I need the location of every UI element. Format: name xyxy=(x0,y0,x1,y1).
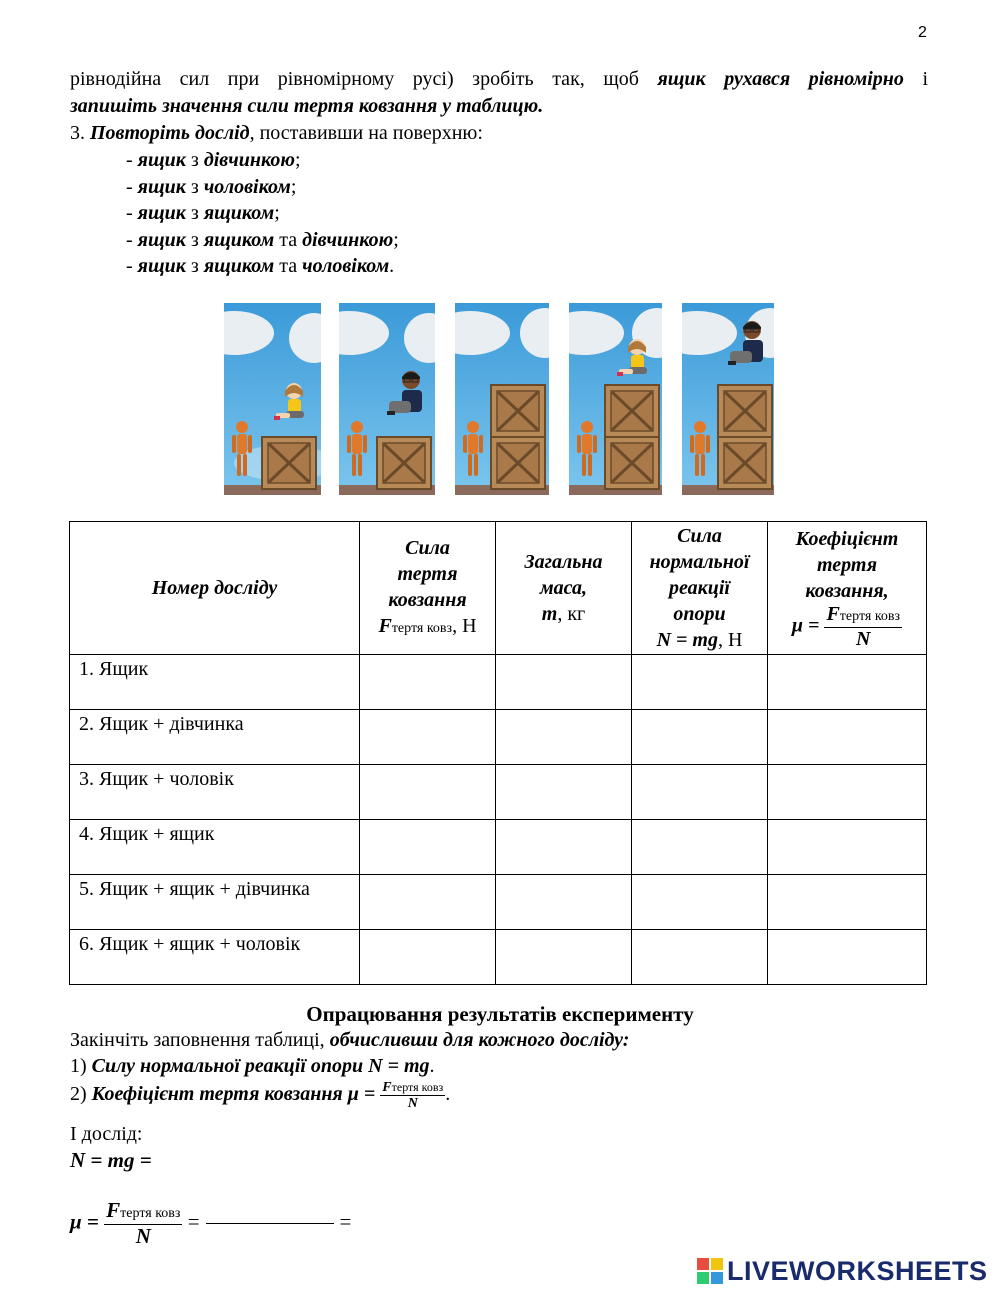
input-cell-coefficient[interactable] xyxy=(768,655,927,710)
input-cell-normal[interactable] xyxy=(632,930,768,985)
input-cell-normal[interactable] xyxy=(632,710,768,765)
header-normal-force: Сила нормальної реакції опори N = mg, Н xyxy=(632,522,768,655)
input-cell-normal[interactable] xyxy=(632,655,768,710)
mu-calc-fraction: $\frac{\text{Fтертя ковз}}{N}$ xyxy=(106,1198,181,1248)
illustration-two-boxes-with-girl xyxy=(569,303,662,495)
table-row xyxy=(70,930,927,985)
mu-fraction-small: $\frac{\text{Fтертя ковз}}{N}$ xyxy=(382,1080,444,1111)
illustration-two-boxes-with-man xyxy=(682,303,774,495)
input-cell-friction[interactable] xyxy=(360,820,496,875)
input-cell-mass[interactable] xyxy=(496,820,632,875)
list-item: - ящик з чоловіком; xyxy=(126,175,297,198)
input-cell-normal[interactable] xyxy=(632,820,768,875)
input-cell-friction[interactable] xyxy=(360,655,496,710)
experiment-1-label: І дослід: xyxy=(70,1123,143,1145)
row-label: 4. Ящик + ящик xyxy=(70,820,360,875)
table-row xyxy=(70,875,927,930)
page-number: 2 xyxy=(918,24,927,41)
answer-blank[interactable] xyxy=(206,1223,334,1224)
input-cell-mass[interactable] xyxy=(496,875,632,930)
input-cell-coefficient[interactable] xyxy=(768,765,927,820)
section-heading: Опрацювання результатів експерименту xyxy=(306,1002,694,1026)
row-label: 5. Ящик + ящик + дівчинка xyxy=(70,875,360,930)
list-item: - ящик з ящиком та дівчинкою; xyxy=(126,228,399,251)
input-cell-coefficient[interactable] xyxy=(768,820,927,875)
input-cell-friction[interactable] xyxy=(360,930,496,985)
input-cell-coefficient[interactable] xyxy=(768,875,927,930)
table-header-row xyxy=(70,522,927,655)
header-experiment-number: Номер досліду xyxy=(70,522,360,655)
liveworksheets-logo xyxy=(697,1255,988,1287)
table-row xyxy=(70,820,927,875)
input-cell-mass[interactable] xyxy=(496,930,632,985)
processing-item-2: 2) Коефіцієнт тертя ковзання μ = $\frac{\text{Fтертя ковз}}{N}$ . xyxy=(70,1080,451,1111)
row-label: 2. Ящик + дівчинка xyxy=(70,710,360,765)
table-row xyxy=(70,710,927,765)
paragraph-line-1: рівнодійна сил при рівномірному русі) зробіть так, щоб ящик рухався рівномірно і xyxy=(70,68,929,90)
row-label: 1. Ящик xyxy=(70,655,360,710)
mu-fraction: $\frac{\text{Fтертя ковз}}{N}$ xyxy=(826,603,901,650)
table-row xyxy=(70,765,927,820)
mu-calculation: μ = $\frac{\text{Fтертя ковз}}{N}$ = = xyxy=(70,1198,352,1248)
processing-item-1: 1) Силу нормальної реакції опори N = mg. xyxy=(70,1055,435,1077)
input-cell-coefficient[interactable] xyxy=(768,930,927,985)
illustration-two-boxes xyxy=(455,303,549,495)
input-cell-normal[interactable] xyxy=(632,875,768,930)
paragraph-line-2: запишіть значення сили тертя ковзання у таблицю. xyxy=(70,95,544,117)
results-table xyxy=(69,521,927,985)
input-cell-coefficient[interactable] xyxy=(768,710,927,765)
input-cell-friction[interactable] xyxy=(360,765,496,820)
input-cell-mass[interactable] xyxy=(496,765,632,820)
input-cell-mass[interactable] xyxy=(496,655,632,710)
logo-icon xyxy=(697,1258,723,1284)
experiment-1-formula: N = mg = xyxy=(70,1148,152,1172)
list-item: - ящик з ящиком та чоловіком. xyxy=(126,255,395,277)
list-item: - ящик з дівчинкою; xyxy=(126,149,301,171)
input-cell-mass[interactable] xyxy=(496,710,632,765)
input-cell-friction[interactable] xyxy=(360,710,496,765)
setup-list xyxy=(126,147,399,280)
row-label: 3. Ящик + чоловік xyxy=(70,765,360,820)
processing-intro: Закінчіть заповнення таблиці, обчисливши для кожного досліду: xyxy=(70,1029,630,1051)
list-item: - ящик з ящиком; xyxy=(126,202,280,224)
row-label: 6. Ящик + ящик + чоловік xyxy=(70,930,360,985)
illustration-box-with-man xyxy=(339,303,435,495)
input-cell-friction[interactable] xyxy=(360,875,496,930)
table-row xyxy=(70,655,927,710)
header-total-mass: Загальна маса, m, кг xyxy=(496,522,632,655)
illustration-box-with-girl xyxy=(224,303,321,495)
input-cell-normal[interactable] xyxy=(632,765,768,820)
header-friction-coefficient: Коефіцієнт тертя ковзання, μ = $\frac{\text{Fтертя ковз}}{N}$ xyxy=(768,522,927,655)
step-3: 3. Повторіть дослід, поставивши на поверхню: xyxy=(70,122,483,144)
logo-text: LIVEWORKSHEETS xyxy=(727,1255,988,1286)
header-friction-force: Сила тертя ковзання Fтертя ковз, Н xyxy=(360,522,496,655)
